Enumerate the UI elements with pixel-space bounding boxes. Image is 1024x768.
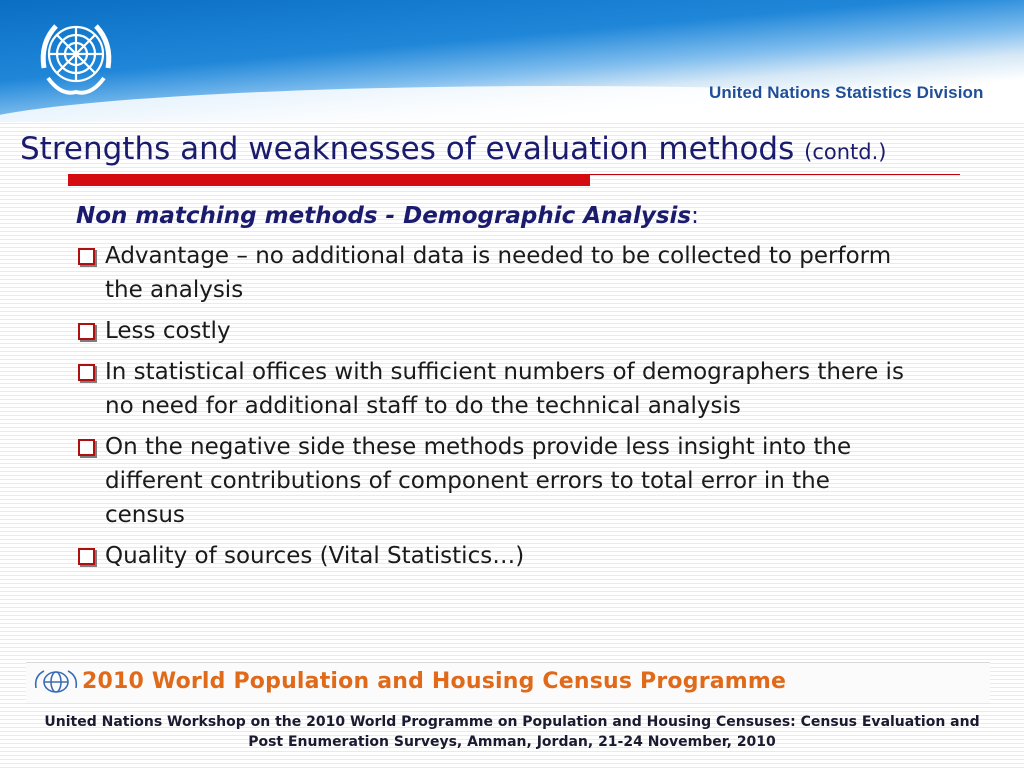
- checkbox-bullet-icon: [78, 248, 95, 265]
- census-globe-icon: [32, 668, 80, 696]
- checkbox-bullet-icon: [78, 323, 95, 340]
- section-heading: [76, 203, 956, 229]
- checkbox-bullet-icon: [78, 364, 95, 381]
- list-item: [76, 239, 917, 307]
- slide-body: [76, 203, 956, 580]
- division-name: United Nations Statistics Division: [709, 83, 984, 102]
- slide-header: [0, 0, 1024, 122]
- list-item: [76, 314, 917, 348]
- list-item: [76, 539, 917, 573]
- bullet-text: Quality of sources (Vital Statistics…): [105, 543, 525, 569]
- slide-title-suffix: (contd.): [804, 140, 887, 164]
- list-item: [76, 355, 917, 423]
- section-heading-colon: :: [691, 203, 699, 229]
- list-item: [76, 430, 917, 532]
- bullet-list: [76, 239, 956, 573]
- bullet-text: On the negative side these methods provide less insight into the different contributions of component errors to total error in the census: [105, 434, 852, 528]
- slide-title-text: Strengths and weaknesses of evaluation methods: [20, 131, 795, 167]
- bullet-text: Less costly: [105, 318, 231, 344]
- un-emblem-icon: [26, 8, 126, 108]
- banner-title: 2010 World Population and Housing Census Programme: [82, 669, 787, 694]
- bullet-text: Advantage – no additional data is needed to be collected to perform the analysis: [105, 243, 892, 303]
- slide-footer: United Nations Workshop on the 2010 World Programme on Population and Housing Censuses: Census Evaluation and Post Enumeration Surveys, Amman, Jordan, 21-24 November, 2010: [44, 714, 980, 750]
- title-accent-bar: [68, 174, 590, 186]
- checkbox-bullet-icon: [78, 548, 95, 565]
- bullet-text: In statistical offices with sufficient numbers of demographers there is no need for additional staff to do the technical analysis: [105, 359, 904, 419]
- section-heading-text: Non matching methods - Demographic Analysis: [76, 203, 692, 229]
- census-programme-banner: [26, 662, 990, 704]
- slide-title: [20, 131, 886, 167]
- checkbox-bullet-icon: [78, 439, 95, 456]
